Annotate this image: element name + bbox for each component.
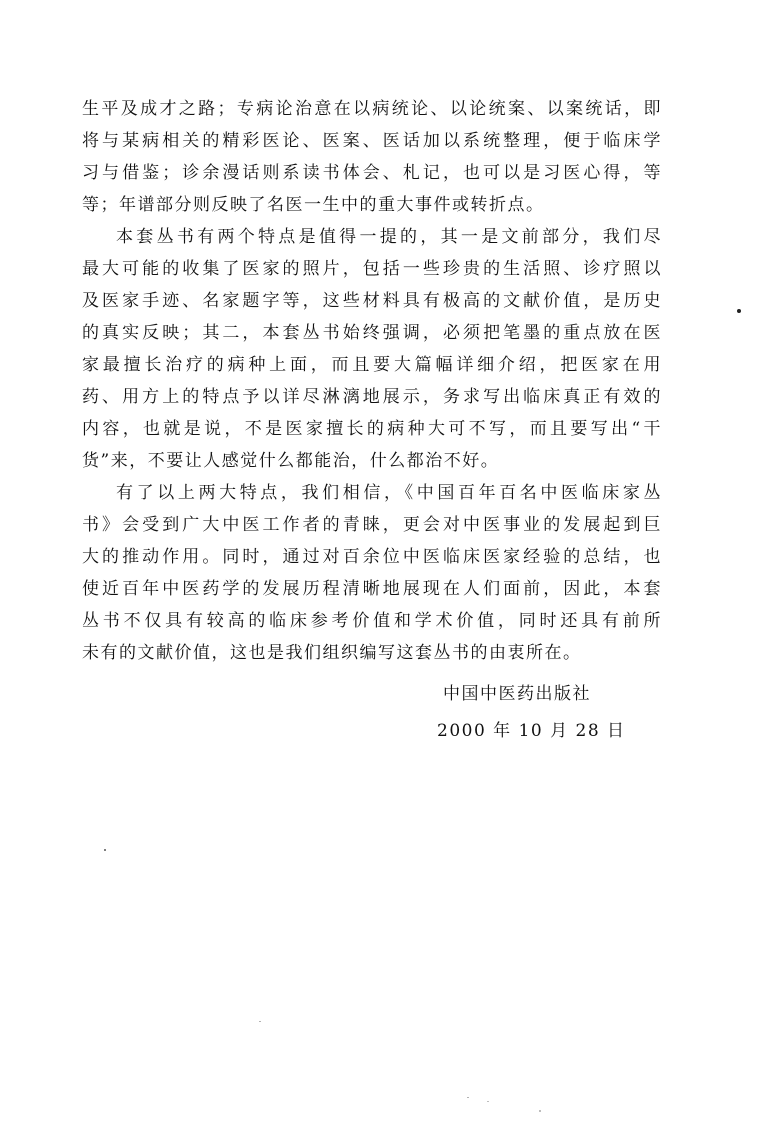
publisher-name: 中国中医药出版社 (443, 684, 591, 704)
scan-speck (467, 1097, 469, 1098)
text-line: 及医家手迹、名家题字等，这些材料具有极高的文献价值，是历史 (82, 291, 662, 311)
text-line: 习与借鉴；诊余漫话则系读书体会、札记，也可以是习医心得，等 (82, 163, 662, 183)
scan-speck (487, 1101, 489, 1102)
paragraph-2 (82, 221, 662, 477)
body-text (82, 93, 662, 669)
signature-date: 2000 年 10 月 28 日 (437, 721, 626, 741)
scan-speck (539, 1110, 541, 1112)
text-line: 将与某病相关的精彩医论、医案、医话加以系统整理，便于临床学 (82, 131, 662, 151)
paragraph-1 (82, 93, 662, 221)
paragraph-3 (82, 477, 662, 669)
text-line: 内容，也就是说，不是医家擅长的病种大可不写，而且要写出“干 (82, 419, 662, 439)
scan-speck (737, 309, 741, 313)
text-line: 大的推动作用。同时，通过对百余位中医临床医家经验的总结，也 (82, 547, 662, 567)
text-line: 货”来，不要让人感觉什么都能治，什么都治不好。 (82, 451, 500, 471)
text-line: 最大可能的收集了医家的照片，包括一些珍贵的生活照、诊疗照以 (82, 259, 662, 279)
text-line: 本套丛书有两个特点是值得一提的，其一是文前部分，我们尽 (116, 227, 662, 247)
text-line: 的真实反映；其二，本套丛书始终强调，必须把笔墨的重点放在医 (82, 323, 662, 343)
scan-speck (104, 849, 106, 851)
text-line: 等；年谱部分则反映了名医一生中的重大事件或转折点。 (82, 195, 545, 215)
text-line: 有了以上两大特点，我们相信，《中国百年百名中医临床家丛 (116, 483, 662, 503)
text-line: 家最擅长治疗的病种上面，而且要大篇幅详细介绍，把医家在用 (82, 355, 662, 375)
text-line: 生平及成才之路；专病论治意在以病统论、以论统案、以案统话，即 (82, 99, 662, 119)
text-line: 未有的文献价值，这也是我们组织编写这套丛书的由衷所在。 (82, 643, 582, 663)
text-line: 药、用方上的特点予以详尽淋漓地展示，务求写出临床真正有效的 (82, 387, 662, 407)
text-line: 使近百年中医药学的发展历程清晰地展现在人们面前，因此，本套 (82, 579, 662, 599)
scan-speck (259, 1021, 261, 1022)
text-line: 书》会受到广大中医工作者的青睐，更会对中医事业的发展起到巨 (82, 515, 662, 535)
text-line: 丛书不仅具有较高的临床参考价值和学术价值，同时还具有前所 (82, 611, 662, 631)
